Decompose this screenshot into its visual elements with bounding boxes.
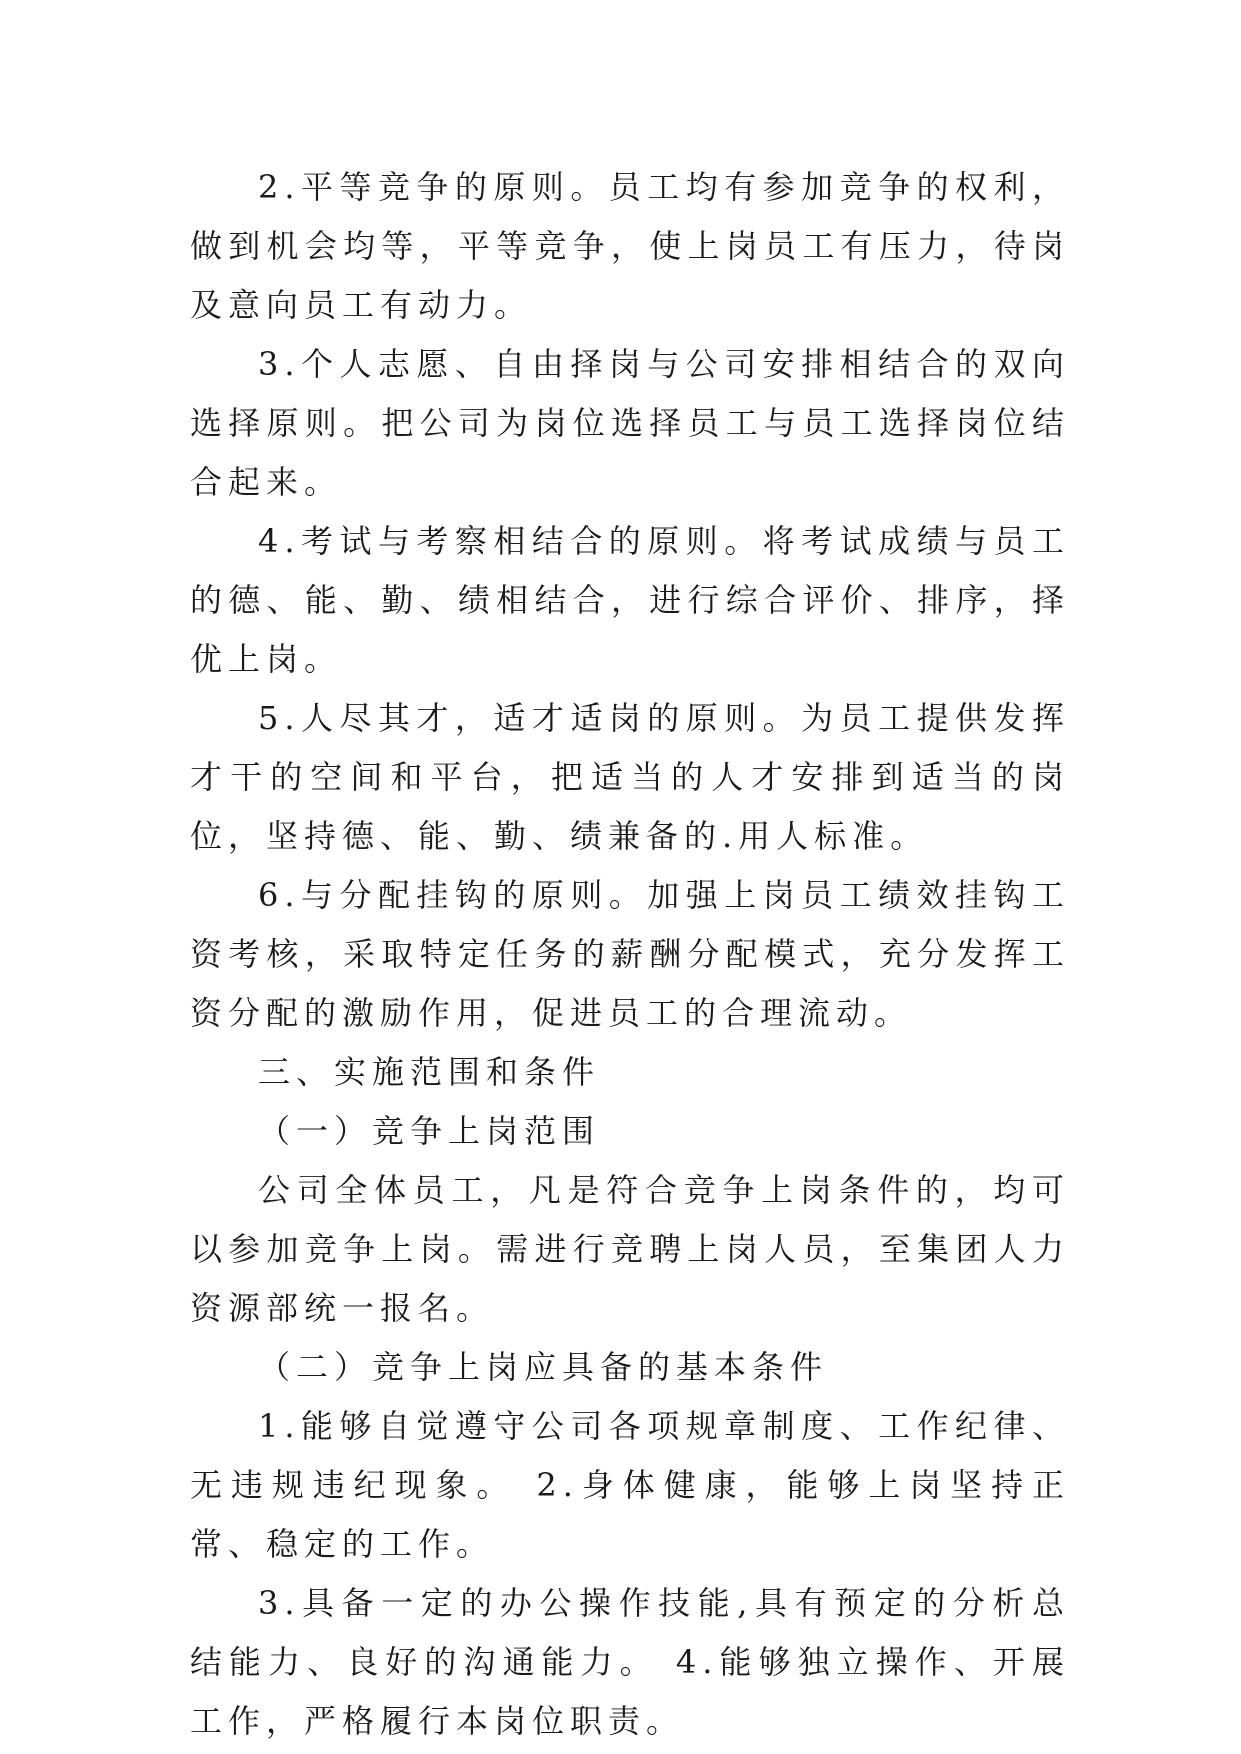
document-body [190, 158, 1070, 1751]
principle-6-paragraph: 6.与分配挂钩的原则。加强上岗员工绩效挂钩工资考核，采取特定任务的薪酬分配模式，充分发挥工资分配的激励作用，促进员工的合理流动。 [190, 876, 1070, 1032]
subsection-2-heading: （二）竞争上岗应具备的基本条件 [258, 1348, 829, 1386]
subsection-1-paragraph: 公司全体员工，凡是符合竞争上岗条件的，均可以参加竞争上岗。需进行竞聘上岗人员，至集团人力资源部统一报名。 [190, 1171, 1070, 1327]
subsection-1-heading: （一）竞争上岗范围 [258, 1112, 601, 1150]
conditions-1-2-paragraph: 1.能够自觉遵守公司各项规章制度、工作纪律、无违规违纪现象。 2.身体健康，能够上岗坚持正常、稳定的工作。 [190, 1407, 1070, 1563]
principle-3-paragraph: 3.个人志愿、自由择岗与公司安排相结合的双向选择原则。把公司为岗位选择员工与员工选择岗位结合起来。 [190, 345, 1070, 501]
principle-4-paragraph: 4.考试与考察相结合的原则。将考试成绩与员工的德、能、勤、绩相结合，进行综合评价、排序，择优上岗。 [190, 522, 1070, 678]
principle-2-paragraph: 2.平等竞争的原则。员工均有参加竞争的权利，做到机会均等，平等竞争，使上岗员工有压力，待岗及意向员工有动力。 [190, 168, 1070, 324]
principle-5-paragraph: 5.人尽其才，适才适岗的原则。为员工提供发挥才干的空间和平台，把适当的人才安排到适当的岗位，坚持德、能、勤、绩兼备的.用人标准。 [190, 699, 1070, 855]
conditions-3-4-paragraph: 3.具备一定的办公操作技能,具有预定的分析总结能力、良好的沟通能力。 4.能够独立操作、开展工作，严格履行本岗位职责。 [190, 1584, 1070, 1740]
section-3-heading: 三、实施范围和条件 [258, 1053, 601, 1091]
